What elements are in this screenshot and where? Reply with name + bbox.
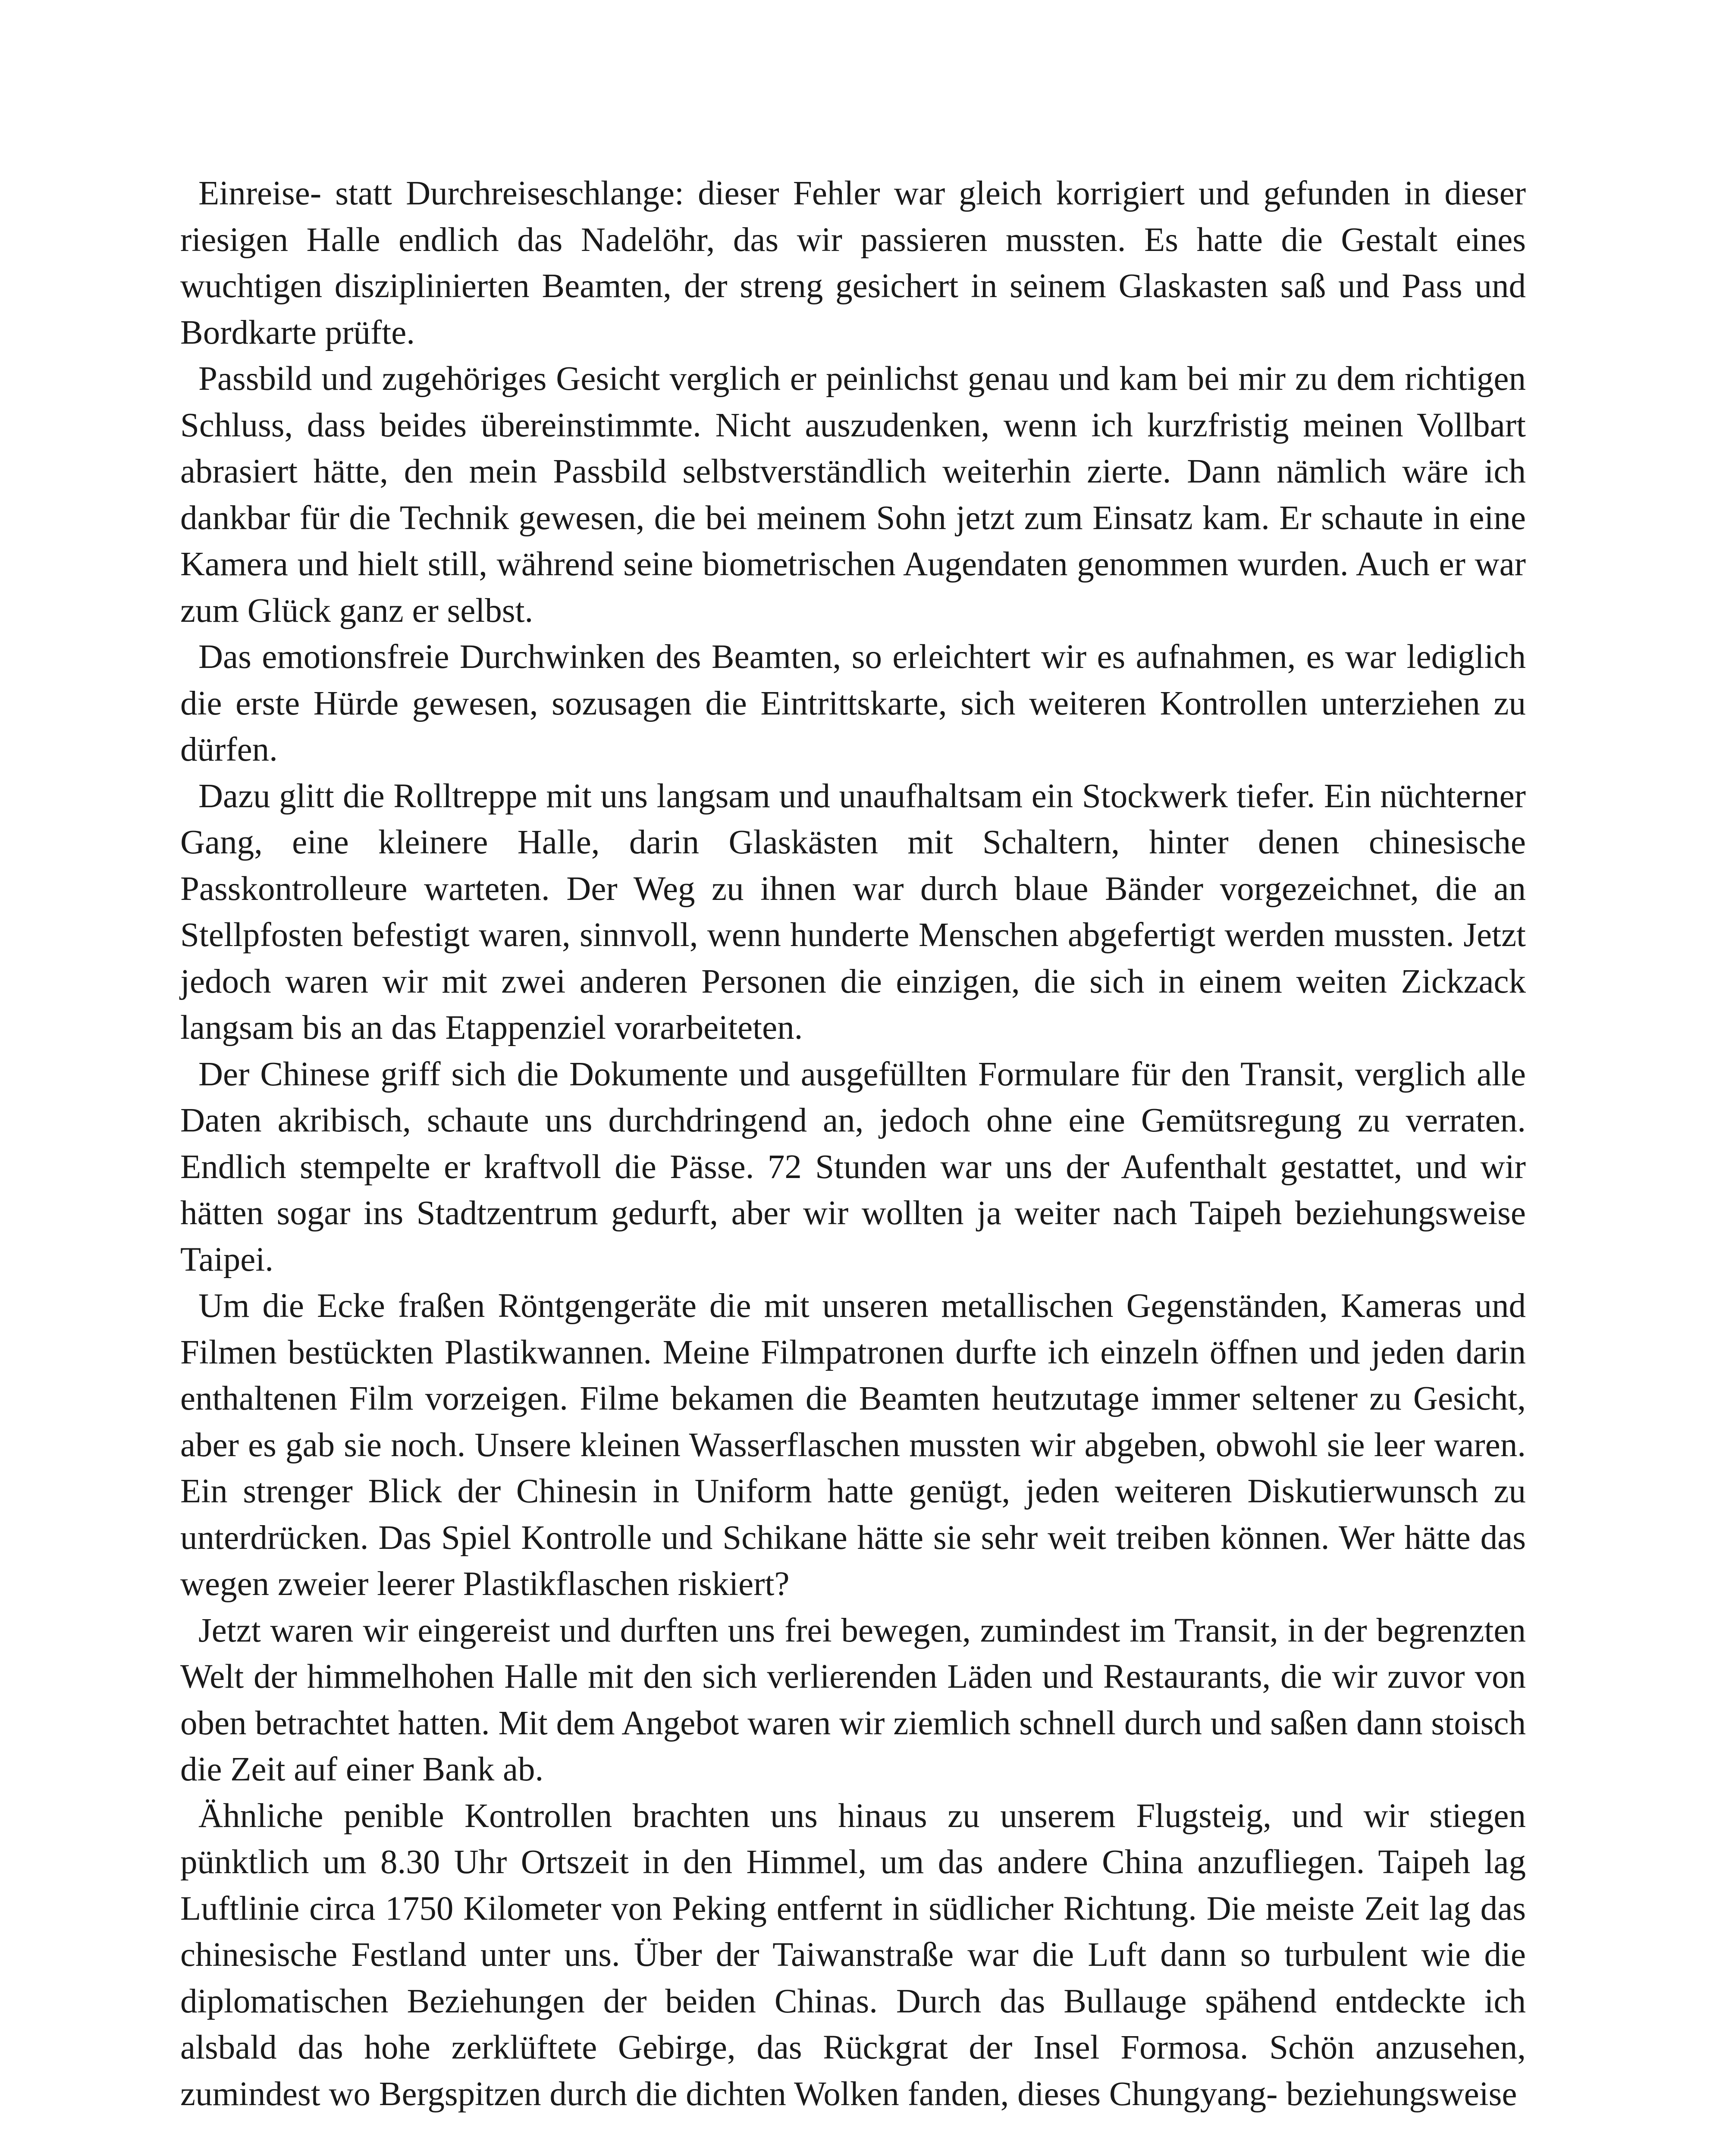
paragraph-2: Passbild und zugehöriges Gesicht verglich er peinlichst genau und kam bei mir zu dem richtigen Schluss, dass beides übereinstimmte. Nicht auszudenken, wenn ich kurzfristig meinen Vollbart abrasiert hätte, den mein Passbild selbstverständlich weiterhin zierte. Dann nämlich wäre ich dankbar für die Technik gewesen, die bei meinem Sohn jetzt zum Einsatz kam. Er schaute in eine Kamera und hielt still, während seine biometrischen Augendaten genommen wurden. Auch er war zum Glück ganz er selbst. [180, 360, 1526, 630]
paragraph-6: Um die Ecke fraßen Röntgengeräte die mit unseren metallischen Gegenständen, Kameras und Filmen bestückten Plastikwannen. Meine Filmpatronen durfte ich einzeln öffnen und jeden darin enthaltenen Film vorzeigen. Filme bekamen die Beamten heutzutage immer seltener zu Gesicht, aber es gab sie noch. Unsere kleinen Wasserflaschen mussten wir abgeben, obwohl sie leer waren. Ein strenger Blick der Chinesin in Uniform hatte genügt, jeden weiteren Diskutierwunsch zu unterdrücken. Das Spiel Kontrolle und Schikane hätte sie sehr weit treiben können. Wer hätte das wegen zweier leerer Plastikflaschen riskiert? [180, 1287, 1526, 1603]
paragraph-3: Das emotionsfreie Durchwinken des Beamten, so erleichtert wir es aufnahmen, es war lediglich die erste Hürde gewesen, sozusagen die Eintrittskarte, sich weiteren Kontrollen unterziehen zu dürfen. [180, 638, 1526, 768]
paragraph-1: Einreise- statt Durchreiseschlange: dieser Fehler war gleich korrigiert und gefunden in dieser riesigen Halle endlich das Nadelöhr, das wir passieren mussten. Es hatte die Gestalt eines wuchtigen disziplinierten Beamten, der streng gesichert in seinem Glaskasten saß und Pass und Bordkarte prüfte. [180, 175, 1526, 351]
body-text [180, 170, 1526, 2117]
paragraph-4: Dazu glitt die Rolltreppe mit uns langsam und unaufhaltsam ein Stockwerk tiefer. Ein nüchterner Gang, eine kleinere Halle, darin Glaskästen mit Schaltern, hinter denen chinesische Passkontrolleure warteten. Der Weg zu ihnen war durch blaue Bänder vorgezeichnet, die an Stellpfosten befestigt waren, sinnvoll, wenn hunderte Menschen abgefertigt werden mussten. Jetzt jedoch waren wir mit zwei anderen Personen die einzigen, die sich in einem weiten Zickzack langsam bis an das Etappenziel vorarbeiteten. [180, 777, 1526, 1047]
paragraph-8: Ähnliche penible Kontrollen brachten uns hinaus zu unserem Flugsteig, und wir stiegen pünktlich um 8.30 Uhr Ortszeit in den Himmel, um das andere China anzufliegen. Taipeh lag Luftlinie circa 1750 Kilometer von Peking entfernt in südlicher Richtung. Die meiste Zeit lag das chinesische Festland unter uns. Über der Taiwanstraße war die Luft dann so turbulent wie die diplomatischen Beziehungen der beiden Chinas. Durch das Bullauge spähend entdeckte ich alsbald das hohe zerklüftete Gebirge, das Rückgrat der Insel Formosa. Schön anzusehen, zumindest wo Bergspitzen durch die dichten Wolken fanden, dieses Chungyang- beziehungsweise [180, 1797, 1526, 2113]
paragraph-5: Der Chinese griff sich die Dokumente und ausgefüllten Formulare für den Transit, verglich alle Daten akribisch, schaute uns durchdringend an, jedoch ohne eine Gemütsregung zu verraten. Endlich stempelte er kraftvoll die Pässe. 72 Stunden war uns der Aufenthalt gestattet, und wir hätten sogar ins Stadtzentrum gedurft, aber wir wollten ja weiter nach Taipeh beziehungsweise Taipei. [180, 1055, 1526, 1279]
paragraph-7: Jetzt waren wir eingereist und durften uns frei bewegen, zumindest im Transit, in der begrenzten Welt der himmelhohen Halle mit den sich verlierenden Läden und Restaurants, die wir zuvor von oben betrachtet hatten. Mit dem Angebot waren wir ziemlich schnell durch und saßen dann stoisch die Zeit auf einer Bank ab. [180, 1611, 1526, 1788]
